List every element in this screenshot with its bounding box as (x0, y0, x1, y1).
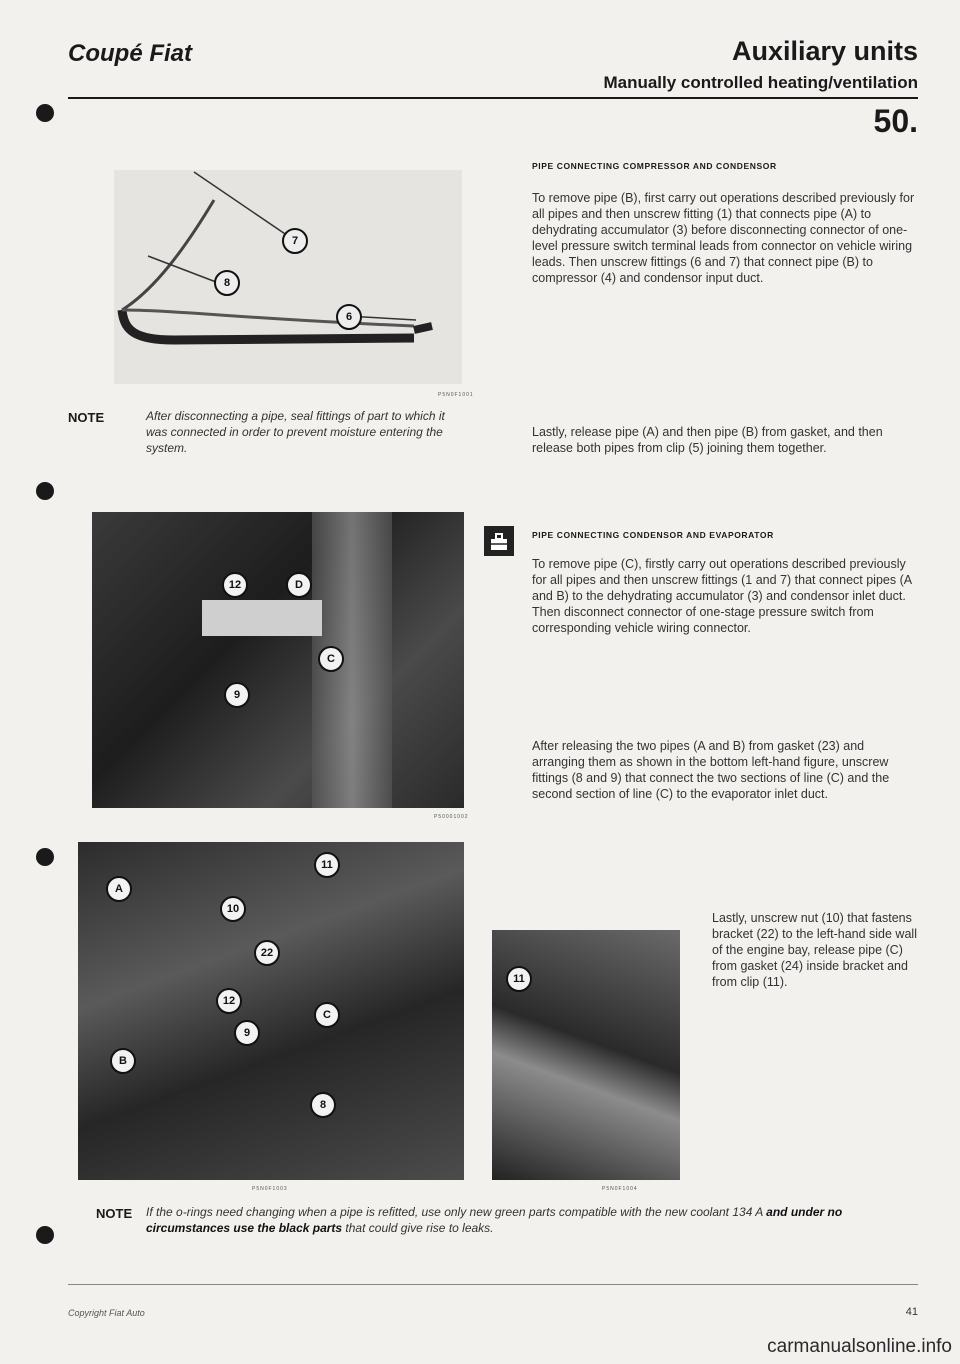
binding-hole (36, 1226, 54, 1244)
callout-12: 12 (222, 572, 248, 598)
figure-3-code: P5N0F1003 (252, 1186, 288, 1192)
figure-4-photo (492, 930, 680, 1180)
brand-title: Coupé Fiat (68, 40, 192, 67)
watermark-text: carmanualsonline.info (767, 1336, 952, 1357)
section-1-para-2: Lastly, release pipe (A) and then pipe (B) from gasket, and then release both pipes from clip (5) joining them together. (532, 425, 883, 455)
binding-hole (36, 482, 54, 500)
callout-B: B (110, 1048, 136, 1074)
section-1-heading: PIPE CONNECTING COMPRESSOR AND CONDENSOR (532, 161, 777, 171)
callout-6: 6 (336, 304, 362, 330)
note-2-text (146, 1204, 926, 1236)
callout-7: 7 (282, 228, 308, 254)
section-2-para-2: After releasing the two pipes (A and B) from gasket (23) and arranging them as shown in the bottom left-hand figure, unscrew fittings (8 and 9) that connect the two sections of line (C) and the second section of line (C) to the evaporator inlet duct. (532, 739, 890, 801)
header-rule (68, 97, 918, 99)
note-1-text: After disconnecting a pipe, seal fittings of part to which it was connected in order to prevent moisture entering the system. (146, 409, 445, 455)
callout-C: C (318, 646, 344, 672)
section-number: 50. (873, 103, 918, 139)
toolbox-icon (484, 526, 514, 556)
binding-hole (36, 848, 54, 866)
section-2-para-1: To remove pipe (C), firstly carry out operations described previously for all pipes and then unscrew fittings (1 and 7) that connect pipes (A and B) to the dehydrating accumulator (3) and condensor inlet duct. Then disconnect connector of one-stage pressure switch from corresponding vehicle wiring connector. (532, 557, 912, 635)
note-2-text-bold: and under no circumstances use the black parts (146, 1205, 843, 1235)
figure-4-code: P5N0F1004 (602, 1186, 638, 1192)
callout-11: 11 (506, 966, 532, 992)
page-number: 41 (905, 1306, 918, 1318)
callout-12: 12 (216, 988, 242, 1014)
callout-8: 8 (310, 1092, 336, 1118)
figure-1-pipes (114, 170, 462, 384)
note-1-label: NOTE (68, 410, 105, 425)
footer-copyright: Copyright Fiat Auto (68, 1308, 145, 1318)
figure-3-photo (78, 842, 464, 1180)
pipe-diagram-svg (114, 170, 462, 384)
figure-2-code: P50001002 (434, 814, 469, 820)
callout-C: C (314, 1002, 340, 1028)
section-2-heading: PIPE CONNECTING CONDENSOR AND EVAPORATOR (532, 530, 774, 540)
callout-22: 22 (254, 940, 280, 966)
note-2-text-b: that could give rise to leaks. (342, 1221, 494, 1235)
binding-hole (36, 104, 54, 122)
chapter-subtitle: Manually controlled heating/ventilation (603, 73, 918, 92)
callout-9: 9 (234, 1020, 260, 1046)
connector-block (202, 600, 322, 636)
callout-9: 9 (224, 682, 250, 708)
chapter-title: Auxiliary units (731, 36, 918, 66)
footer-rule (68, 1284, 918, 1285)
section-1-para-1: To remove pipe (B), first carry out operations described previously for all pipes and then unscrew fitting (1) that connects pipe (A) to dehydrating accumulator (3) before disconnecting connector of one-level pressure switch terminal leads from connector on vehicle wiring leads. Then unscrew fittings (6 and 7) that connect pipe (B) to compressor (4) and condensor input duct. (532, 191, 915, 285)
callout-11: 11 (314, 852, 340, 878)
callout-10: 10 (220, 896, 246, 922)
callout-D: D (286, 572, 312, 598)
note-2-label: NOTE (96, 1206, 133, 1221)
figure-2-photo (92, 512, 464, 808)
note-2-text-a: If the o-rings need changing when a pipe is refitted, use only new green parts compatible with the new coolant 134 A (146, 1205, 767, 1219)
figure-1-code: P5N0F1001 (438, 392, 474, 398)
callout-A: A (106, 876, 132, 902)
section-2-para-3: Lastly, unscrew nut (10) that fastens bracket (22) to the left-hand side wall of the engine bay, release pipe (C) from gasket (24) inside bracket and from clip (11). (712, 911, 917, 989)
callout-8: 8 (214, 270, 240, 296)
